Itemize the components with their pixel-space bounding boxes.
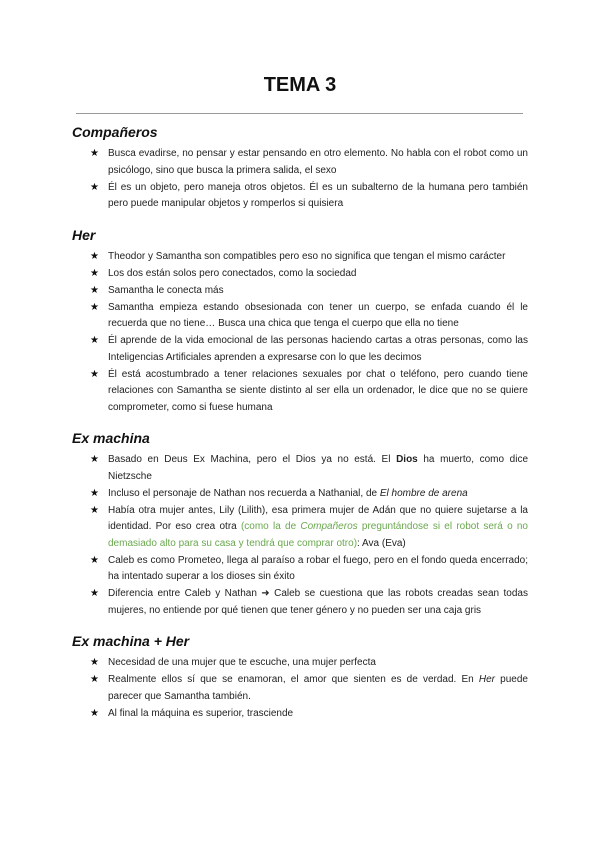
italic-text: Her [478, 674, 496, 685]
list-item: ★ Los dos están solos pero conectados, como la sociedad [72, 266, 528, 283]
star-bullet-icon: ★ [90, 674, 99, 685]
green-note: (como la de Compañeros preguntándose si el robot será o no demasiado alto para su casa y tendrá que comprar otro) [108, 521, 528, 549]
list-item: ★ Él está acostumbrado a tener relaciones sexuales por chat o teléfono, pero cuando tiene relaciones con Samantha se siente distinto al ser ella un ordenador, le dice que no se quiere comprometer, como si fuese humana [90, 368, 528, 413]
list-item: ★ Necesidad de una mujer que te escuche, una mujer perfecta [72, 655, 528, 672]
page-title: TEMA 3 [263, 74, 337, 96]
bullet-list [72, 452, 528, 619]
bold-text: Dios [396, 454, 418, 465]
star-bullet-icon: ★ [90, 301, 99, 313]
italic-text: El hombre de arena [379, 487, 468, 499]
star-bullet-icon: ★ [90, 181, 99, 193]
star-bullet-icon: ★ [90, 368, 99, 380]
list-item: ★ Theodor y Samantha son compatibles pero eso no significa que tengan el mismo carácter [72, 249, 528, 266]
star-bullet-icon: ★ [90, 707, 99, 719]
star-bullet-icon: ★ [90, 454, 99, 465]
section-heading: Compañeros [72, 124, 158, 140]
section-ex-machina [72, 429, 528, 619]
list-item: ★ Él aprende de la vida emocional de las personas haciendo cartas a otras personas, como las Inteligencias Artificiales aprenden a expresarse con lo que les decimos [90, 335, 528, 363]
list-item: ★ Samantha empieza estando obsesionada con tener un cuerpo, se enfada cuando él le recuerda que no tiene… Busca una chica que tenga el cuerpo que ella no tiene [90, 301, 528, 329]
star-bullet-icon: ★ [90, 554, 99, 566]
title-divider [76, 113, 523, 114]
star-bullet-icon: ★ [90, 504, 99, 516]
star-bullet-icon: ★ [90, 657, 99, 668]
section-her [72, 226, 528, 417]
document-content [72, 118, 528, 723]
list-item: ★ Él es un objeto, pero maneja otros objetos. Él es un subalterno de la humana pero también pero puede manipular objetos y romperlos si quisiera [90, 181, 528, 209]
bullet-list [72, 146, 528, 213]
star-bullet-icon: ★ [90, 267, 99, 279]
list-item: ★ Incluso el personaje de Nathan nos recuerda a Nathanial, de El hombre de arena [72, 486, 528, 503]
star-bullet-icon: ★ [90, 487, 99, 499]
list-item: ★ Al final la máquina es superior, trasciende [72, 706, 528, 723]
section-heading: Ex machina [72, 430, 150, 446]
section-companeros [72, 123, 528, 213]
list-item: ★ Busca evadirse, no pensar y estar pensando en otro elemento. No habla con el robot como un psicólogo, sino que busca la primera salida, el sexo [90, 148, 528, 176]
star-bullet-icon: ★ [90, 588, 99, 599]
bullet-list [72, 249, 528, 417]
star-bullet-icon: ★ [90, 284, 99, 296]
list-item: ★ Basado en Deus Ex Machina, pero el Dios ya no está. El Dios ha muerto, como dice Nietzsche [90, 454, 529, 482]
section-heading: Her [72, 226, 96, 243]
list-item: ★ Realmente ellos sí que se enamoran, el amor que sienten es de verdad. En Her puede parecer que Samantha también. [90, 674, 528, 702]
star-bullet-icon: ★ [90, 250, 99, 262]
section-ex-machina-her [72, 632, 528, 722]
star-bullet-icon: ★ [90, 148, 99, 159]
list-item: ★ Había otra mujer antes, Lily (Lilith), esa primera mujer de Adán que no quiere sujetarse a la identidad. Por eso crea otra (como la de Compañeros preguntándose si el robot será o no demasiado alto para su casa y tendrá que comprar otro): Ava (Eva) [90, 504, 528, 549]
list-item: ★ Diferencia entre Caleb y Nathan ➜ Caleb se cuestiona que las robots creadas sean todas mujeres, no entiende por qué tienen que tener género y no pueden ser una caja gris [90, 588, 528, 616]
section-heading: Ex machina + Her [72, 633, 190, 649]
bullet-list [72, 655, 528, 722]
star-bullet-icon: ★ [90, 335, 99, 346]
list-item: ★ Caleb es como Prometeo, llega al paraíso a robar el fuego, pero en el fondo queda encerrado; ha intentado superar a los dioses sin éxito [90, 554, 528, 582]
list-item: ★ Samantha le conecta más [72, 283, 528, 300]
